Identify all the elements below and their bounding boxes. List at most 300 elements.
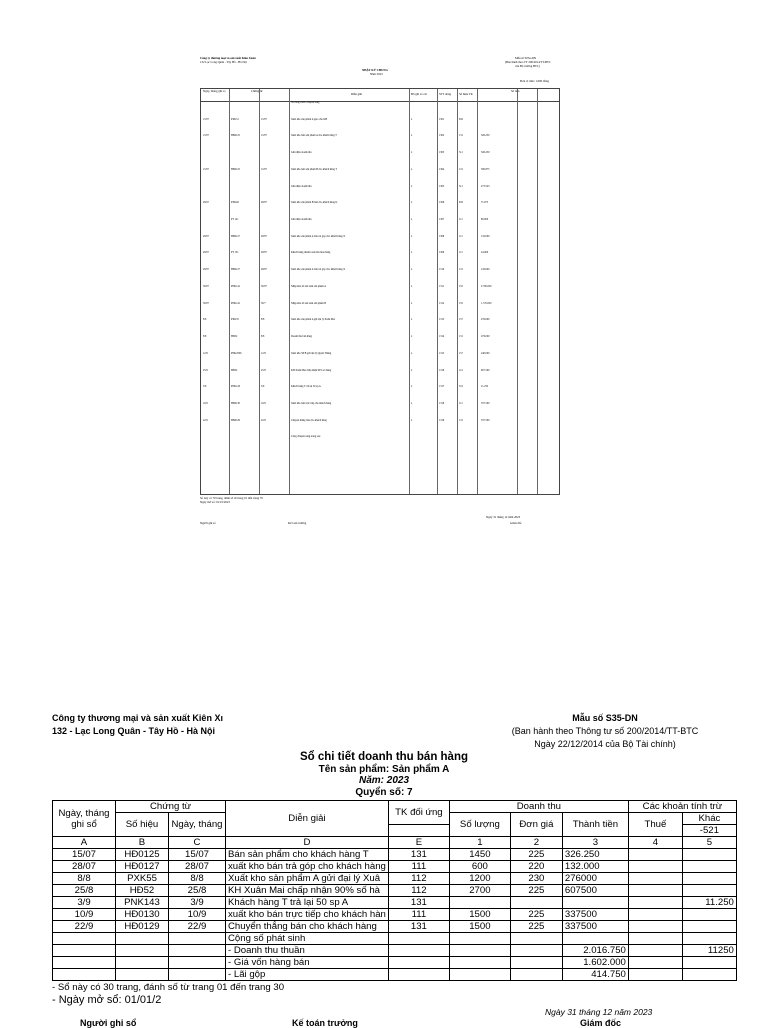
col-tax-header: Thuế bbox=[628, 813, 682, 837]
ledger-summary-cell bbox=[628, 957, 682, 969]
journal-cell: x bbox=[411, 251, 413, 255]
ledger-cell: 28/07 bbox=[53, 861, 116, 873]
journal-cell: x bbox=[411, 418, 413, 422]
journal-cell: 28/07 bbox=[261, 201, 267, 205]
ledger-cell bbox=[628, 909, 682, 921]
ledger-cell: 131 bbox=[388, 897, 449, 909]
journal-cell: 1312 bbox=[439, 301, 445, 305]
ledger-summary-cell bbox=[388, 945, 449, 957]
journal-cell: 1308 bbox=[439, 234, 445, 238]
journal-cell: 1316 bbox=[439, 368, 445, 372]
ledger-summary-cell bbox=[169, 945, 226, 957]
ledger-summary-cell bbox=[388, 969, 449, 981]
journal-cell: Xuất kho SP B gửi đại lý Quyết Thắng bbox=[291, 351, 332, 355]
ledger-summary-cell bbox=[169, 957, 226, 969]
journal-cell: PNK2506 bbox=[231, 351, 242, 355]
ledger-cell: 8/8 bbox=[53, 873, 116, 885]
journal-cell: x bbox=[411, 335, 413, 339]
ledger-cell: 8/8 bbox=[169, 873, 226, 885]
journal-cell: Xuất kho bán sản phẩm B cho khách hàng T bbox=[291, 167, 337, 171]
journal-cell: 3/9 bbox=[203, 385, 207, 389]
ledger-cell bbox=[628, 849, 682, 861]
ledger-summary-cell bbox=[388, 933, 449, 945]
ledger-cell: 1200 bbox=[449, 873, 510, 885]
ledger-cell: 225 bbox=[510, 921, 562, 933]
journal-cell: 1306 bbox=[439, 201, 445, 205]
ledger-summary-cell: - Giá vốn hàng bán bbox=[226, 957, 389, 969]
journal-cell: 131 bbox=[459, 268, 463, 272]
journal-cell: 1319 bbox=[439, 418, 445, 422]
ledger-summary-cell: 11250 bbox=[682, 945, 736, 957]
ledger-cell: HĐ0127 bbox=[116, 861, 169, 873]
journal-cell: 15/07 bbox=[203, 117, 209, 121]
journal-cell: x bbox=[411, 284, 413, 288]
journal-cell: 157 bbox=[459, 351, 463, 355]
ledger-cell bbox=[682, 861, 736, 873]
ledger-summary-row bbox=[53, 933, 737, 945]
ledger-cell: Khách hàng T trả lại 50 sp A bbox=[226, 897, 389, 909]
journal-cell: 1318 bbox=[439, 401, 445, 405]
journal-cell: 1301 bbox=[439, 117, 445, 121]
ledger-row bbox=[53, 849, 737, 861]
ledger-summary-cell bbox=[682, 933, 736, 945]
journal-cell: 1313 bbox=[439, 318, 445, 322]
ledger-summary-cell bbox=[116, 969, 169, 981]
ledger-row bbox=[53, 873, 737, 885]
col-voucher-header: Chứng từ bbox=[116, 801, 226, 813]
ledger-cell: 25/8 bbox=[53, 885, 116, 897]
ledger-form-code: Mẫu số S35-DN bbox=[572, 713, 638, 723]
ledger-summary-cell: 414.750 bbox=[562, 969, 628, 981]
ledger-cell: 220 bbox=[510, 861, 562, 873]
journal-cell: 28/07 bbox=[261, 251, 267, 255]
col-price-header: Đơn giá bbox=[510, 813, 562, 837]
journal-cell: Ghi nhận doanh thu bbox=[291, 218, 312, 222]
journal-cell: 24.000 bbox=[481, 251, 489, 255]
journal-cell: 1310 bbox=[439, 268, 445, 272]
ledger-summary-cell bbox=[628, 945, 682, 957]
journal-rows bbox=[201, 101, 559, 452]
journal-cell: x bbox=[411, 351, 413, 355]
journal-cell: HĐ0127 bbox=[231, 234, 240, 238]
ledger-cell bbox=[628, 921, 682, 933]
ledger-cell: Xuất kho sản phẩm A gửi đại lý Xuâ bbox=[226, 873, 389, 885]
journal-cell: x bbox=[411, 134, 413, 138]
journal-cell: x bbox=[411, 151, 413, 155]
ledger-company: Công ty thương mại và sản xuất Kiên Xı bbox=[52, 713, 223, 723]
journal-unit: Đơn vị tính: 1.000 đồng bbox=[520, 79, 549, 83]
journal-company: Công ty thương mại và sản xuất Kiên Xuân bbox=[200, 56, 256, 60]
ledger-table bbox=[52, 800, 737, 981]
journal-cell: PNK141 bbox=[231, 284, 241, 288]
journal-cell: 8/8 bbox=[261, 335, 265, 339]
journal-cell: 28/07 bbox=[203, 251, 209, 255]
journal-cell: 28/07 bbox=[203, 201, 209, 205]
journal-cell: Khách hàng thanh toán tiền mua hàng bbox=[291, 251, 331, 255]
ledger-cell: 600 bbox=[449, 861, 510, 873]
journal-cell: Xuất kho sản phẩm A giao cho KH bbox=[291, 117, 328, 121]
journal-cell: 143.000 bbox=[481, 268, 490, 272]
ledger-summary-cell bbox=[562, 933, 628, 945]
journal-table bbox=[200, 88, 560, 495]
ledger-cell: 131 bbox=[388, 921, 449, 933]
ledger-cell bbox=[682, 885, 736, 897]
col-account-header: TK đối ứng bbox=[388, 801, 449, 825]
journal-cell: 155 bbox=[459, 301, 463, 305]
ledger-summary-cell bbox=[628, 933, 682, 945]
ledger-row bbox=[53, 909, 737, 921]
journal-cell: 300.875 bbox=[481, 167, 490, 171]
journal-cell: 111 bbox=[459, 218, 463, 222]
ledger-summary-cell bbox=[53, 933, 116, 945]
journal-cell: 15/07 bbox=[203, 167, 209, 171]
journal-cell: 28/07 bbox=[203, 268, 209, 272]
journal-cell: 131 bbox=[459, 335, 463, 339]
ledger-summary-cell: - Lãi gộp bbox=[226, 969, 389, 981]
journal-cell: 30/07 bbox=[203, 284, 209, 288]
journal-cell: HĐ52 bbox=[231, 335, 238, 339]
journal-cell: 15/07 bbox=[261, 134, 267, 138]
ledger-cell: HĐ0129 bbox=[116, 921, 169, 933]
journal-title: NHẬT KÝ CHUNG bbox=[362, 68, 388, 72]
journal-form-note-1: (Ban hành theo TT 200/2014/TT-BTC bbox=[505, 60, 551, 64]
journal-cell: PNK141 bbox=[231, 301, 241, 305]
journal-cell: Ghi nhận doanh thu bbox=[291, 184, 312, 188]
journal-cell: 28/07 bbox=[261, 234, 267, 238]
ledger-cell bbox=[682, 909, 736, 921]
journal-cell: x bbox=[411, 385, 413, 389]
col-deductions-header: Các khoản tính trừ bbox=[628, 801, 736, 813]
ledger-row bbox=[53, 897, 737, 909]
journal-cell: 2.700.000 bbox=[481, 284, 492, 288]
journal-cell: HĐ0125 bbox=[231, 134, 240, 138]
ledger-cell: PNK143 bbox=[116, 897, 169, 909]
journal-sign-2: Kế toán trưởng bbox=[288, 521, 307, 525]
ledger-cell bbox=[628, 861, 682, 873]
col-desc-header: Diễn giải bbox=[226, 801, 389, 837]
ledger-summary-cell bbox=[449, 957, 510, 969]
journal-cell: 1317 bbox=[439, 385, 445, 389]
ledger-summary-cell bbox=[53, 969, 116, 981]
journal-cell: 15/07 bbox=[261, 167, 267, 171]
ledger-cell: 28/07 bbox=[169, 861, 226, 873]
journal-cell: PT 131 bbox=[231, 251, 239, 255]
ledger-cell: 2700 bbox=[449, 885, 510, 897]
journal-cell: x bbox=[411, 301, 413, 305]
ledger-summary-cell bbox=[510, 969, 562, 981]
journal-cell: x bbox=[411, 117, 413, 121]
journal-cell: x bbox=[411, 218, 413, 222]
journal-cell: Xuất kho bán sản phẩm A cho khách hàng T bbox=[291, 134, 337, 138]
journal-cell: 326.250 bbox=[481, 134, 490, 138]
ledger-cell: 131 bbox=[388, 849, 449, 861]
ledger-summary-cell: 1.602.000 bbox=[562, 957, 628, 969]
ledger-cell: HĐ0130 bbox=[116, 909, 169, 921]
journal-cell: Xuất kho sản phẩm B bán cho khách hàng K bbox=[291, 201, 338, 205]
ledger-form-note-2: Ngày 22/12/2014 của Bộ Tài chính) bbox=[534, 739, 676, 749]
ledger-row bbox=[53, 861, 737, 873]
journal-cell: x bbox=[411, 201, 413, 205]
journal-cell: 131 bbox=[459, 134, 463, 138]
journal-cell: x bbox=[411, 184, 413, 188]
ledger-cell bbox=[628, 885, 682, 897]
journal-cell: 15/07 bbox=[203, 134, 209, 138]
col-revenue-header: Doanh thu bbox=[449, 801, 628, 813]
ledger-sign-1: Người ghi sổ bbox=[80, 1018, 137, 1028]
ledger-cell: 3/9 bbox=[169, 897, 226, 909]
journal-cell: 22/9 bbox=[261, 418, 266, 422]
journal-cell: Xuất kho bán trực tiếp cho khách hàng bbox=[291, 401, 332, 405]
col-voucher-no-header: Số hiệu bbox=[116, 813, 169, 837]
ledger-summary-cell bbox=[449, 945, 510, 957]
ledger-year: Năm: 2023 bbox=[358, 775, 410, 786]
ledger-footer-1: - Sổ này có 30 trang, đánh số từ trang 01 đến trang 30 bbox=[52, 982, 285, 993]
ledger-summary-cell bbox=[449, 969, 510, 981]
journal-cell: 25/8 bbox=[261, 368, 266, 372]
ledger-cell: 11.250 bbox=[682, 897, 736, 909]
journal-cell: 22/9 bbox=[203, 418, 208, 422]
ledger-cell: 326.250 bbox=[562, 849, 628, 861]
col-date-header: Ngày, tháng ghi sổ bbox=[53, 801, 116, 837]
ledger-summary-cell bbox=[169, 933, 226, 945]
journal-cell: 131 bbox=[459, 167, 463, 171]
ledger-summary-cell bbox=[53, 957, 116, 969]
journal-sign-3: Giám đốc bbox=[510, 521, 522, 525]
ledger-cell: 3/9 bbox=[53, 897, 116, 909]
journal-cell: 276.000 bbox=[481, 318, 490, 322]
journal-cell: 132.000 bbox=[481, 234, 490, 238]
journal-cell: PXK55 bbox=[231, 318, 239, 322]
journal-cell: 111 bbox=[459, 401, 463, 405]
ledger-summary-cell bbox=[169, 969, 226, 981]
ledger-summary-row bbox=[53, 969, 737, 981]
ledger-sign-3: Giám đốc bbox=[580, 1018, 622, 1028]
journal-cell: 531 bbox=[459, 385, 463, 389]
journal-cell: 10/9 bbox=[203, 401, 208, 405]
journal-cell: 11.250 bbox=[481, 385, 489, 389]
journal-cell: 155 bbox=[459, 284, 463, 288]
journal-cell: Doanh thu bán hàng bbox=[291, 335, 312, 339]
col-voucher-date-header: Ngày, tháng bbox=[169, 813, 226, 837]
ledger-row bbox=[53, 885, 737, 897]
journal-sign-1: Người ghi sổ bbox=[200, 521, 216, 525]
journal-cell: x bbox=[411, 234, 413, 238]
ledger-cell: 15/07 bbox=[169, 849, 226, 861]
journal-cell: x bbox=[411, 268, 413, 272]
ledger-cell: 22/9 bbox=[53, 921, 116, 933]
journal-cell: 1305 bbox=[439, 184, 445, 188]
journal-cell: 15/07 bbox=[261, 117, 267, 121]
ledger-cell: 10/9 bbox=[53, 909, 116, 921]
ledger-summary-cell bbox=[53, 945, 116, 957]
ledger-summary-cell bbox=[510, 957, 562, 969]
journal-footer-1: Sổ này có 70 trang, đánh số từ trang 01 đến trang 70 bbox=[200, 496, 263, 500]
journal-cell: 1314 bbox=[439, 335, 445, 339]
journal-cell: KH Xuân Mai chấp nhận 90% số hàng bbox=[291, 368, 332, 372]
journal-cell: PT 121 bbox=[231, 218, 239, 222]
ledger-cell: Bán sản phẩm cho khách hàng T bbox=[226, 849, 389, 861]
ledger-cell: 15/07 bbox=[53, 849, 116, 861]
journal-cell: HĐ0130 bbox=[231, 401, 240, 405]
ledger-summary-row bbox=[53, 957, 737, 969]
journal-cell: 1304 bbox=[439, 167, 445, 171]
ledger-cell: xuất kho bán trực tiếp cho khách hàn bbox=[226, 909, 389, 921]
journal-cell: HĐ0125 bbox=[231, 167, 240, 171]
ledger-cell: 225 bbox=[510, 885, 562, 897]
journal-cell: 8/8 bbox=[203, 318, 207, 322]
ledger-cell: 1450 bbox=[449, 849, 510, 861]
ledger-summary-cell bbox=[116, 957, 169, 969]
ledger-date-line: Ngày 31 tháng 12 năm 2023 bbox=[545, 1007, 653, 1017]
journal-cell: 157 bbox=[459, 318, 463, 322]
journal-cell: 1303 bbox=[439, 151, 445, 155]
journal-cell: 28/07 bbox=[261, 268, 267, 272]
journal-cell: Ghi nhận doanh thu bbox=[291, 151, 312, 155]
journal-cell: Xuất kho sản phẩm A gửi đại lý Xuân Mai bbox=[291, 318, 335, 322]
ledger-cell: 230 bbox=[510, 873, 562, 885]
ledger-cell: 10/9 bbox=[169, 909, 226, 921]
journal-cell: Nhập kho từ sản xuất sản phẩm A bbox=[291, 284, 327, 288]
journal-cell: PXK51 bbox=[231, 117, 239, 121]
ledger-cell bbox=[449, 897, 510, 909]
ledger-cell: 1500 bbox=[449, 921, 510, 933]
ledger-footer-2: - Ngày mở sổ: 01/01/2 bbox=[52, 994, 162, 1006]
journal-cell: 25/8 bbox=[203, 368, 208, 372]
journal-cell: 511 bbox=[459, 184, 463, 188]
journal-date-line: Ngày 31 tháng 12 năm 2023 bbox=[486, 515, 521, 519]
letters-row: A B C D E 1 2 3 4 5 bbox=[53, 837, 737, 849]
col-other-header: Khác bbox=[682, 813, 736, 825]
journal-cell: Cộng chuyển sang trang sau bbox=[291, 435, 321, 439]
ledger-summary-cell bbox=[682, 969, 736, 981]
ledger-cell: 22/9 bbox=[169, 921, 226, 933]
journal-cell: 632 bbox=[459, 201, 463, 205]
ledger-cell: 111 bbox=[388, 861, 449, 873]
journal-form-code: Mẫu số S03a-DN bbox=[515, 56, 536, 60]
ledger-cell: 225 bbox=[510, 909, 562, 921]
ledger-summary-cell bbox=[510, 945, 562, 957]
journal-cell: 10/9 bbox=[261, 401, 266, 405]
ledger-summary-cell bbox=[116, 933, 169, 945]
ledger-cell bbox=[562, 897, 628, 909]
journal-cell: 71.675 bbox=[481, 201, 489, 205]
ledger-cell: KH Xuân Mai chấp nhận 90% số hà bbox=[226, 885, 389, 897]
ledger-form-block bbox=[480, 712, 730, 751]
journal-cell: 1311 bbox=[439, 284, 445, 288]
ledger-cell: 25/8 bbox=[169, 885, 226, 897]
journal-cell: Chuyển thẳng bán cho khách hàng bbox=[291, 418, 327, 422]
journal-cell: 1.725.000 bbox=[481, 301, 492, 305]
journal-cell: 1315 bbox=[439, 351, 445, 355]
ledger-summary-cell bbox=[449, 933, 510, 945]
ledger-cell: 132.000 bbox=[562, 861, 628, 873]
journal-cell: 273.523 bbox=[481, 184, 490, 188]
ledger-cell: Chuyển thẳng bán cho khách hàng bbox=[226, 921, 389, 933]
journal-cell: 28/07 bbox=[203, 234, 209, 238]
journal-cell: 12/8 bbox=[203, 351, 208, 355]
journal-cell: HĐ0129 bbox=[231, 418, 240, 422]
journal-cell: 112 bbox=[459, 368, 463, 372]
ledger-summary-cell: - Doanh thu thuần bbox=[226, 945, 389, 957]
journal-cell: 326.250 bbox=[481, 151, 490, 155]
journal-cell: 607.500 bbox=[481, 368, 490, 372]
ledger-cell bbox=[628, 873, 682, 885]
journal-cell: x bbox=[411, 167, 413, 171]
journal-address: 132 Lạc Long Quân - Tây Hồ - Hà Nội bbox=[200, 60, 247, 64]
journal-footer-2: Ngày mở sổ: 01/01/2023 bbox=[200, 500, 230, 504]
ledger-cell: HĐ0125 bbox=[116, 849, 169, 861]
ledger-cell bbox=[682, 873, 736, 885]
journal-cell: Nhập kho từ sản xuất sản phẩm B bbox=[291, 301, 327, 305]
journal-form-note-2: của Bộ trưởng BTC) bbox=[515, 64, 540, 68]
journal-cell: 276.000 bbox=[481, 335, 490, 339]
journal-cell: 30/07 bbox=[203, 301, 209, 305]
ledger-cell bbox=[510, 897, 562, 909]
journal-cell: 12/8 bbox=[261, 351, 266, 355]
ledger-cell: 111 bbox=[388, 909, 449, 921]
ledger-summary-cell bbox=[116, 945, 169, 957]
col-qty-header: Số lượng bbox=[449, 813, 510, 837]
journal-cell: 337.500 bbox=[481, 418, 490, 422]
ledger-company-block bbox=[52, 712, 223, 738]
journal-cell: 3/9 bbox=[261, 385, 265, 389]
journal-cell: 240.000 bbox=[481, 351, 490, 355]
journal-year: Năm 2023 bbox=[370, 72, 383, 76]
journal-cell: 111 bbox=[459, 234, 463, 238]
ledger-summary-cell bbox=[510, 933, 562, 945]
journal-cell: x bbox=[411, 318, 413, 322]
ledger-cell: 607500 bbox=[562, 885, 628, 897]
journal-cell: Số trang trước chuyển sang bbox=[291, 101, 320, 104]
col-account-spacer bbox=[388, 825, 449, 837]
journal-table-header: Ngày, tháng ghi sổ Chứng từ Diễn giải Đã ghi sổ cái STT dòng Số hiệu TK Số tiền bbox=[201, 89, 559, 102]
journal-cell: Xuất kho sản phẩm A bán trả góp cho khách hàng X bbox=[291, 268, 346, 272]
ledger-summary-row bbox=[53, 945, 737, 957]
ledger-cell: 225 bbox=[510, 849, 562, 861]
journal-cell: x bbox=[411, 401, 413, 405]
ledger-cell: 337500 bbox=[562, 921, 628, 933]
journal-cell: HĐ0127 bbox=[231, 268, 240, 272]
ledger-summary-cell bbox=[682, 957, 736, 969]
ledger-summary-cell bbox=[388, 957, 449, 969]
ledger-product: Tên sản phẩm: Sản phẩm A bbox=[318, 763, 450, 775]
ledger-summary-cell: 2.016.750 bbox=[562, 945, 628, 957]
col-other-code: -521 bbox=[682, 825, 736, 837]
ledger-cell: PXK55 bbox=[116, 873, 169, 885]
journal-cell: 8/8 bbox=[203, 335, 207, 339]
ledger-cell: xuất kho bán trả góp cho khách hàng bbox=[226, 861, 389, 873]
ledger-cell: 112 bbox=[388, 885, 449, 897]
journal-cell: 1302 bbox=[439, 134, 445, 138]
journal-cell: x bbox=[411, 368, 413, 372]
ledger-cell: 1500 bbox=[449, 909, 510, 921]
col-amount-header: Thành tiền bbox=[562, 813, 628, 837]
journal-cell: 131 bbox=[459, 418, 463, 422]
ledger-address: 132 - Lạc Long Quân - Tây Hồ - Hà Nội bbox=[52, 726, 216, 736]
ledger-volume: Quyển số: 7 bbox=[355, 786, 413, 798]
ledger-cell: 276000 bbox=[562, 873, 628, 885]
ledger-sign-2: Kế toán trưởng bbox=[292, 1018, 358, 1028]
ledger-summary-cell bbox=[628, 969, 682, 981]
ledger-cell bbox=[628, 897, 682, 909]
journal-cell: Xuất kho sản phẩm A bán trả góp cho khách hàng X bbox=[291, 234, 346, 238]
journal-cell: 337.500 bbox=[481, 401, 490, 405]
journal-cell: 8/8 bbox=[261, 318, 265, 322]
ledger-cell: 337500 bbox=[562, 909, 628, 921]
journal-cell: 111 bbox=[459, 251, 463, 255]
ledger-summary-cell: Cộng số phát sinh bbox=[226, 933, 389, 945]
journal-cell: HĐ52 bbox=[231, 368, 238, 372]
